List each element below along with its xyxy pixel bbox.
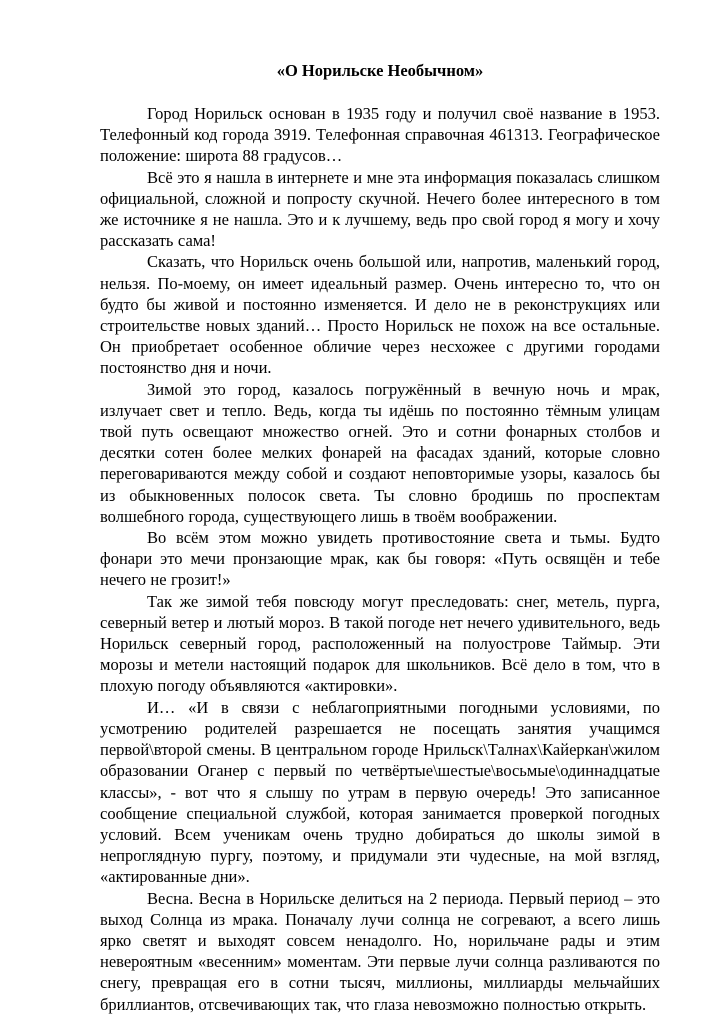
paragraph-spring: Весна. Весна в Норильске делиться на 2 периода. Первый период – это выход Солнца из мрака. Поначалу лучи солнца не согревают, а всего лишь ярко светят и выходят совсем ненадолго. Но, норильчане рады и этим невероятным «весенним» моментам. Эти первые лучи солнца разливаются по снегу, превращая его в сотни тысяч, миллионы, миллиарды мельчайших бриллиантов, отсвечивающих так, что глаза невозможно полностью открыть. (100, 888, 660, 1014)
paragraph-intro-facts: Город Норильск основан в 1935 году и получил своё название в 1953. Телефонный код города 3919. Телефонная справочная 461313. Географическое положение: широта 88 градусов… (100, 104, 660, 166)
paragraph-aktirovki-announcement: И… «И в связи с неблагоприятными погодными условиями, по усмотрению родителей разрешается не посещать занятия учащимся первой\второй смены. В центральном городе Нрильск\Талнах\Кайеркан\жилом образовании Оганер с первый по четвёртые\шестые\восьмые\одиннадцатые классы», - вот что я слышу по утрам в первую очередь! Это записанное сообщение специальной службой, которая занимается проверкой погодных условий. Всем ученикам очень трудно добираться до школы зимой в непроглядную пургу, поэтому, и придумали эти чудесные, на мой взгляд, «актированные дни». (100, 697, 660, 887)
paragraph-winter-weather: Так же зимой тебя повсюду могут преследовать: снег, метель, пурга, северный ветер и лютый мороз. В такой погоде нет нечего удивительного, ведь Норильск северный город, расположенный на полуострове Таймыр. Эти морозы и метели настоящий подарок для школьников. Всё дело в том, что в плохую погоду объявляются «актировки». (100, 591, 660, 696)
paragraph-winter-lights: Зимой это город, казалось погружённый в вечную ночь и мрак, излучает свет и тепло. Ведь, когда ты идёшь по постоянно тёмным улицам твой путь освещают множество огней. Это и сотни фонарных столбов и десятки сотен более мелких фонарей на фасадах зданий, которые словно переговариваются между собой и создают неповторимые узоры, казалось бы из обыкновенных полосок света. Ты словно бродишь по проспектам волшебного города, существующего лишь в твоём воображении. (100, 379, 660, 526)
paragraph-city-size: Сказать, что Норильск очень большой или, напротив, маленький город, нельзя. По-моему, он имеет идеальный размер. Очень интересно то, что он будто бы живой и постоянно изменяется. И дело не в реконструкциях или строительстве новых зданий… Просто Норильск не похож на все остальные. Он приобретает особенное обличие через несхожее с другими городами постоянство дня и ночи. (100, 252, 660, 378)
document-title: «О Норильске Необычном» (276, 61, 484, 80)
paragraph-light-vs-dark: Во всём этом можно увидеть противостояние света и тьмы. Будто фонари это мечи пронзающие мрак, как бы говоря: «Путь освящён и тебе нечего не грозит!» (100, 528, 660, 590)
paragraph-internet-info: Всё это я нашла в интернете и мне эта информация показалась слишком официальной, сложной и попросту скучной. Нечего более интересного в том же источнике я не нашла. Это и к лучшему, ведь про свой город я могу и хочу рассказать сама! (100, 167, 660, 251)
